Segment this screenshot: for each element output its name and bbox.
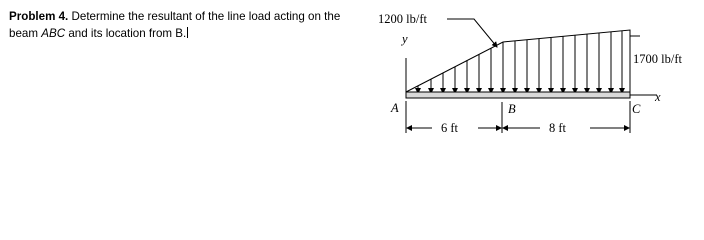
point-a-label: A (391, 101, 399, 115)
y-axis-label: y (402, 32, 408, 46)
beam-name: ABC (41, 27, 66, 40)
load-left-leader (447, 19, 497, 47)
load-right-label: 1700 lb/ft (633, 52, 682, 66)
problem-text-part1: Determine the resultant of the line load acting on the beam (9, 10, 341, 40)
beam (406, 92, 630, 98)
load-profile (406, 30, 630, 92)
problem-label: Problem 4. (9, 10, 69, 23)
problem-text-part2: and its location from B. (68, 27, 187, 40)
load-left-label: 1200 lb/ft (378, 12, 427, 26)
x-axis-label: x (655, 90, 661, 104)
dim-bc-label: 8 ft (549, 121, 567, 135)
dim-ab-label: 6 ft (441, 121, 459, 135)
point-b-label: B (508, 102, 516, 116)
point-c-label: C (632, 102, 641, 116)
